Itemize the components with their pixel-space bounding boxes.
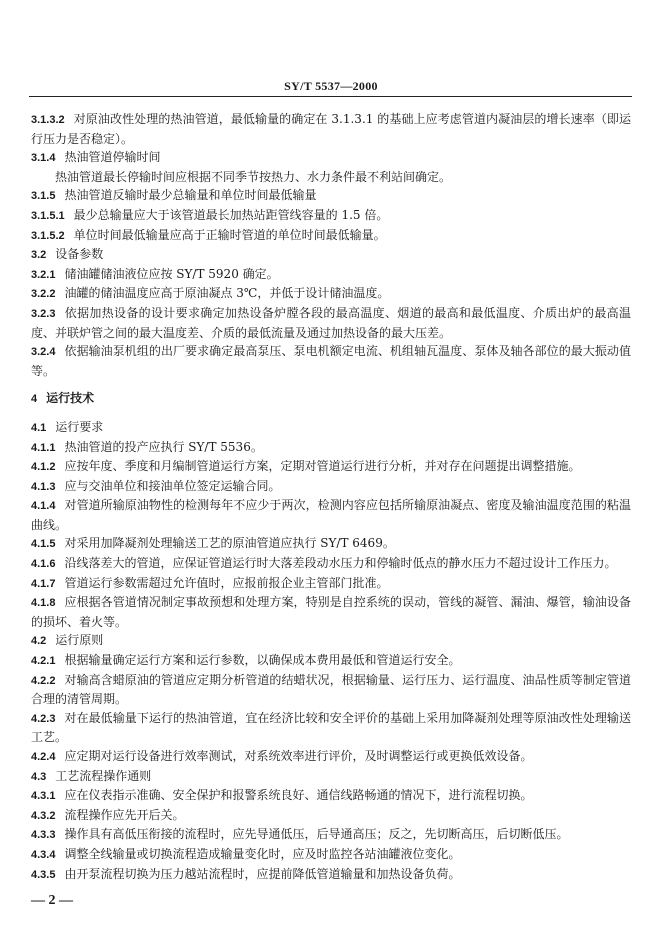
clause-3-2 xyxy=(31,245,631,265)
clause-4-1-6 xyxy=(31,554,631,574)
clause-number: 4.2.4 xyxy=(31,751,56,763)
clause-number: 3.1.5 xyxy=(31,190,56,203)
clause-3-1-5 xyxy=(31,186,631,206)
clause-number: 4.3.4 xyxy=(31,848,56,861)
clause-text: 工艺流程操作通则 xyxy=(55,768,152,783)
clause-3-1-5-2 xyxy=(31,226,631,246)
clause-number: 3.1.4 xyxy=(31,152,56,165)
clause-number: 4.1.7 xyxy=(31,577,56,590)
clause-text: 依据加热设备的设计要求确定加热设备炉膛各段的最高温度、烟道的最高和最低温度、介质出炉的最高温度、并联炉管之间的最大温度差、介质的最低流量及通过加热设备的最大压差。 xyxy=(31,305,631,340)
clause-number: 4.1.4 xyxy=(31,500,56,513)
page-header: SY/T 5537—2000 xyxy=(284,79,378,93)
clause-text: 热油管道最长停输时间应根据不同季节按热力、水力条件最不利站间确定。 xyxy=(55,169,452,184)
clause-text: 油罐的储油温度应高于原油凝点 3℃，并低于设计储油温度。 xyxy=(64,286,390,301)
clause-3-1-4 xyxy=(31,148,631,168)
header-rule xyxy=(29,96,632,97)
clause-number: 3.2.2 xyxy=(31,288,56,301)
clause-text: 热油管道反输时最少总输量和单位时间最低输量 xyxy=(64,188,317,203)
clause-text: 对采用加降凝剂处理输送工艺的原油管道应执行 SY/T 6469。 xyxy=(64,536,395,551)
clause-text: 沿线落差大的管道，应保证管道运行时大落差段动水压力和停输时低点的静水压力不超过设计工作压力。 xyxy=(64,556,617,571)
clause-4-3-4 xyxy=(31,845,631,865)
clause-4-1 xyxy=(31,418,631,438)
clause-text: 由开泵流程切换为压力越站流程时，应提前降低管道输量和加热设备负荷。 xyxy=(64,866,461,881)
clause-number: 4.2.1 xyxy=(31,655,56,668)
clause-4-1-7 xyxy=(31,574,631,594)
clause-text: 对输高含蜡原油的管道应定期分析管道的结蜡状况，根据输量、运行压力、运行温度、油品性质等制定管道合理的清管周期。 xyxy=(31,672,631,707)
clause-4-1-3 xyxy=(31,477,631,497)
clause-text: 管道运行参数需超过允许值时，应报前报企业主管部门批准。 xyxy=(64,575,389,590)
clause-text: 应按年度、季度和月编制管道运行方案，定期对管道运行进行分析，并对存在问题提出调整措施。 xyxy=(64,459,581,474)
clause-3-2-3 xyxy=(31,304,631,342)
clause-number: 4.3.1 xyxy=(31,790,56,803)
clause-number: 4.3.5 xyxy=(31,868,56,881)
clause-number: 4.2.2 xyxy=(31,674,56,687)
clause-number: 4.1 xyxy=(31,421,47,434)
clause-text: 对原油改性处理的热油管道，最低输量的确定在 3.1.3.1 的基础上应考虑管道内凝油层的增长速率（即运行压力是否稳定）。 xyxy=(31,112,631,146)
clause-text: 单位时间最低输量应高于正输时管道的单位时间最低输量。 xyxy=(73,227,386,242)
clause-number: 3.2.3 xyxy=(31,307,56,320)
clause-text: 流程操作应先开后关。 xyxy=(64,807,185,822)
clause-number: 3.2.4 xyxy=(31,346,56,359)
clause-text: 依据输油泵机组的出厂要求确定最高泵压、泵电机额定电流、机组轴瓦温度、泵体及轴各部位的最大振动值等。 xyxy=(31,344,631,378)
page-number: — 2 — xyxy=(31,893,73,908)
clause-4-1-5 xyxy=(31,534,631,554)
document-body xyxy=(31,110,631,884)
clause-number: 4 xyxy=(31,393,38,406)
clause-number: 3.2 xyxy=(31,249,47,262)
clause-4-2-3 xyxy=(31,709,631,747)
clause-4-3-5 xyxy=(31,865,631,885)
clause-4-3-2 xyxy=(31,806,631,826)
clause-text: 运行要求 xyxy=(55,419,104,434)
clause-4-3-1 xyxy=(31,786,631,806)
section-title: 运行技术 xyxy=(46,391,95,406)
clause-number: 4.1.3 xyxy=(31,480,56,493)
clause-3-1-4-body xyxy=(31,168,631,187)
clause-number: 4.3.2 xyxy=(31,809,56,822)
clause-text: 储油罐储油液位应按 SY/T 5920 确定。 xyxy=(64,266,279,281)
clause-text: 对管道所输原油物性的检测每年不应少于两次，检测内容应包括所输原油凝点、密度及输油温度范围的粘温曲线。 xyxy=(31,498,631,532)
clause-text: 热油管道的投产应执行 SY/T 5536。 xyxy=(64,439,263,454)
clause-4-2-1 xyxy=(31,651,631,671)
clause-text: 设备参数 xyxy=(55,247,104,262)
clause-3-2-4 xyxy=(31,342,631,380)
clause-text: 运行原则 xyxy=(55,633,104,648)
section-heading-4 xyxy=(31,389,631,409)
clause-text: 最少总输量应大于该管道最长加热站距管线容量的 1.5 倍。 xyxy=(73,207,389,222)
clause-text: 根据输量确定运行方案和运行参数，以确保成本费用最低和管道运行安全。 xyxy=(64,653,461,668)
clause-text: 操作具有高低压衔接的流程时，应先导通低压，后导通高压；反之，先切断高压，后切断低压。 xyxy=(64,827,569,842)
clause-4-2-2 xyxy=(31,671,631,709)
clause-number: 4.2.3 xyxy=(31,712,56,725)
clause-number: 4.1.2 xyxy=(31,461,56,474)
clause-number: 3.1.5.2 xyxy=(31,229,65,242)
clause-number: 4.1.6 xyxy=(31,558,56,571)
clause-text: 对在最低输量下运行的热油管道，宜在经济比较和安全评价的基础上采用加降凝剂处理等原油改性处理输送工艺。 xyxy=(31,710,631,745)
clause-3-2-2 xyxy=(31,284,631,304)
clause-4-3 xyxy=(31,767,631,787)
clause-4-1-2 xyxy=(31,457,631,477)
clause-number: 3.1.5.1 xyxy=(31,209,65,222)
clause-4-2 xyxy=(31,631,631,651)
clause-4-1-4 xyxy=(31,496,631,534)
clause-text: 应定期对运行设备进行效率测试，对系统效率进行评价，及时调整运行或更换低效设备。 xyxy=(64,749,533,763)
clause-number: 3.2.1 xyxy=(31,268,56,281)
clause-number: 4.3 xyxy=(31,770,47,783)
clause-text: 应根据各管道情况制定事故预想和处理方案，特别是自控系统的误动，管线的凝管、漏油、爆管，输油设备的损坏、着火等。 xyxy=(31,595,631,629)
clause-4-2-4 xyxy=(31,747,631,767)
clause-number: 4.3.3 xyxy=(31,829,56,842)
clause-number: 4.1.1 xyxy=(31,441,56,454)
clause-3-1-5-1 xyxy=(31,206,631,226)
clause-3-1-3-2 xyxy=(31,110,631,148)
clause-number: 4.2 xyxy=(31,635,47,648)
clause-text: 应与交油单位和接油单位签定运输合同。 xyxy=(64,478,281,493)
clause-number: 4.1.5 xyxy=(31,538,56,551)
clause-4-1-8 xyxy=(31,593,631,631)
clause-text: 应在仪表指示准确、安全保护和报警系统良好、通信线路畅通的情况下，进行流程切换。 xyxy=(64,788,533,803)
clause-number: 4.1.8 xyxy=(31,597,56,610)
clause-text: 热油管道停输时间 xyxy=(64,150,161,165)
clause-4-3-3 xyxy=(31,825,631,845)
clause-number: 3.1.3.2 xyxy=(31,114,65,126)
clause-4-1-1 xyxy=(31,438,631,458)
clause-text: 调整全线输量或切换流程造成输量变化时，应及时监控各站油罐液位变化。 xyxy=(64,846,461,861)
clause-3-2-1 xyxy=(31,265,631,285)
